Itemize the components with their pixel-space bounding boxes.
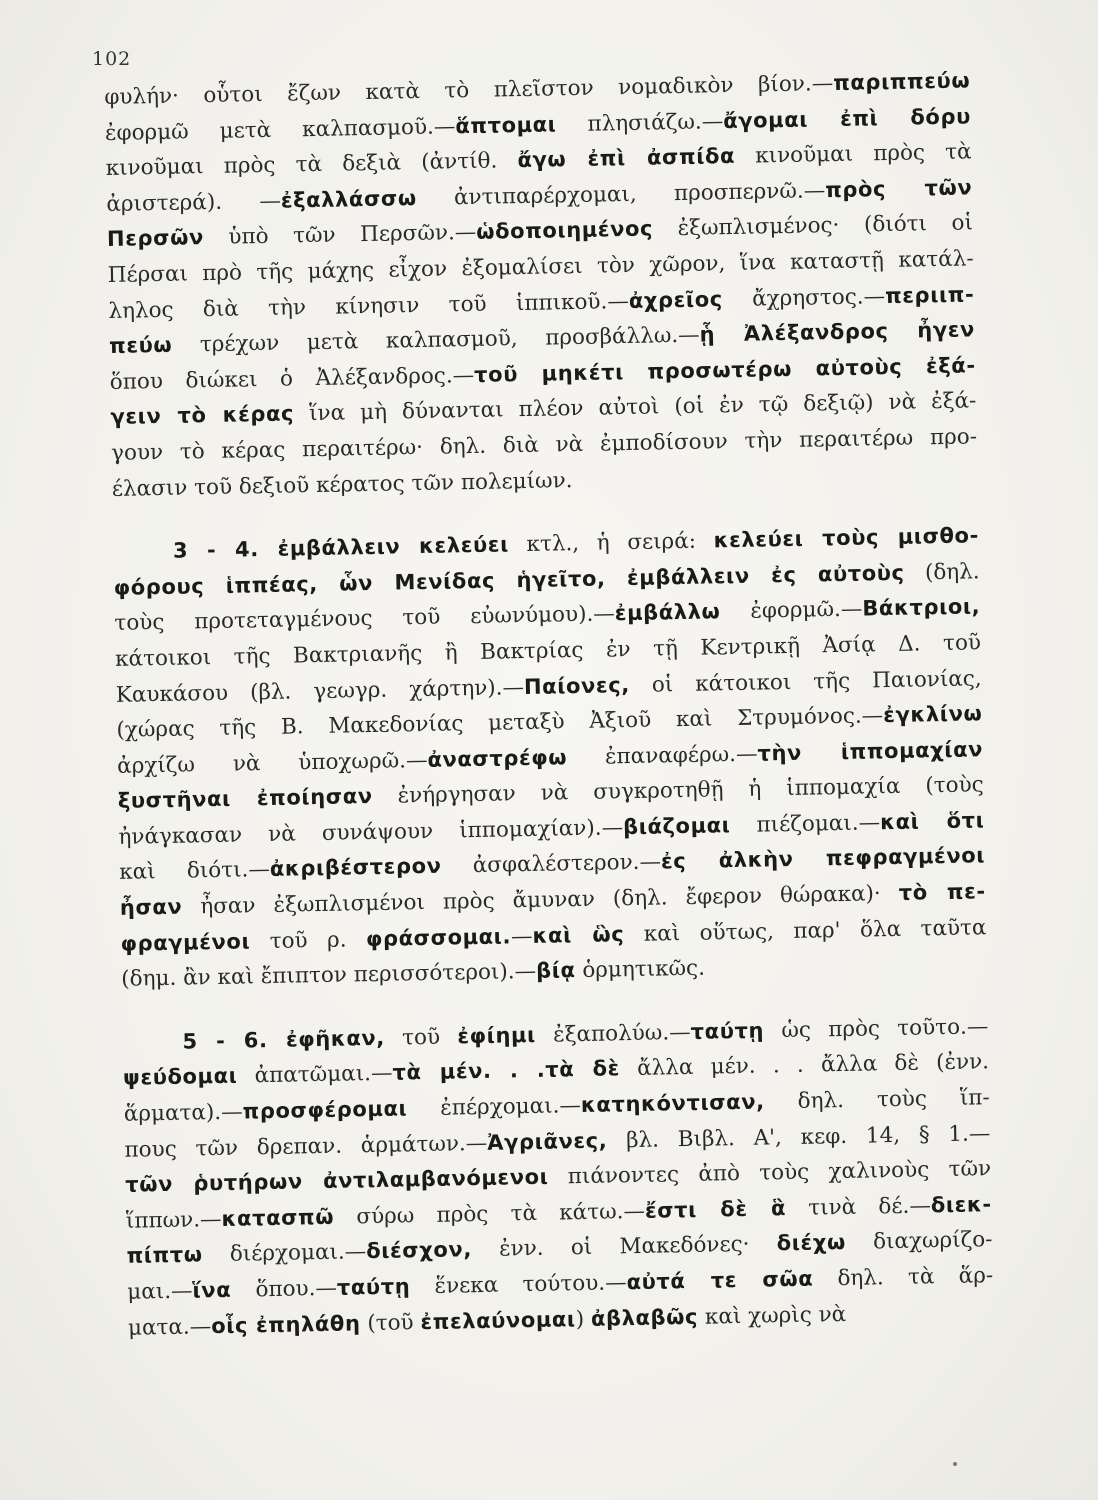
- gloss-text: ἠνάγκασαν νὰ συνάψουν ἱππομαχίαν).—: [118, 815, 624, 850]
- gloss-text: καὶ οὕτως, παρ' ὅλα ταῦτα: [624, 914, 987, 947]
- paper-speck: [953, 1462, 957, 1466]
- headword: ἄγομαι ἐπὶ δόρυ: [722, 103, 972, 133]
- gloss-text: κινοῦμαι πρὸς τὰ δεξιὰ (ἀντίθ.: [105, 148, 518, 182]
- headword: ἐμβάλλω: [614, 599, 721, 626]
- gloss-text: ἐφορμῶ μετὰ καλπασμοῦ.—: [104, 113, 456, 146]
- gloss-text: ἀντιπαρέρχομαι, προσπερνῶ.—: [416, 177, 826, 211]
- headword: πεύω: [108, 332, 173, 359]
- gloss-text: Πέρσαι πρὸ τῆς μάχης εἶχον ἐξομαλίσει τὸν χῶρον, ἵνα καταστῇ κατάλ-: [107, 246, 974, 288]
- gloss-text: ἄχρηστος.—: [722, 283, 886, 312]
- gloss-text: ὁρμητικῶς.: [575, 955, 706, 984]
- gloss-text: ἐπαναφέρω.—: [566, 741, 758, 770]
- gloss-text: έλασιν τοῦ δεξιοῦ κέρατος τῶν πολεμίων.: [111, 467, 573, 502]
- headword: ξυστῆναι ἐποίησαν: [117, 784, 373, 814]
- paragraph: [104, 63, 992, 507]
- headword: βίᾳ: [535, 958, 576, 984]
- headword: τῶν ῥυτήρων ἀντιλαμβανόμενοι: [124, 1164, 549, 1198]
- gloss-text: ἐφορμῶ.—: [720, 596, 863, 625]
- headword: καὶ ὣς: [532, 921, 625, 948]
- headword: ταύτῃ: [336, 1274, 411, 1300]
- gloss-text: ἀπατῶμαι.—: [237, 1061, 393, 1090]
- gloss-text: ἐνήργησαν νὰ συγκροτηθῇ ἡ ἱππομαχία (τοὺς: [372, 772, 984, 810]
- headword: ἄγω ἐπὶ ἀσπίδα: [517, 144, 736, 173]
- paragraph: [113, 518, 1002, 998]
- gloss-text: ἅρματα).—: [123, 1099, 243, 1127]
- headword: ἐπελαύνομαι: [420, 1306, 576, 1334]
- gloss-text: κινοῦμαι πρὸς τὰ: [734, 139, 972, 170]
- headword: τὰ μέν. . .τὰ δὲ: [392, 1056, 621, 1086]
- page-number: 102: [92, 48, 132, 70]
- gloss-text: ἀριστερά). —: [106, 188, 282, 217]
- gloss-text: καὶ διότι.—: [118, 857, 271, 886]
- gloss-text: ἄλλα μέν. . . ἄλλα δὲ (ἐνν.: [619, 1049, 990, 1082]
- headword: ψεύδομαι: [122, 1064, 238, 1091]
- headword: τὸ πε-: [898, 879, 986, 905]
- gloss-text: δηλ. τοὺς ἵπ-: [764, 1085, 990, 1115]
- gloss-text: διέρχομαι.—: [202, 1239, 367, 1268]
- gloss-text: φυλήν· οὗτοι ἔζων κατὰ τὸ πλεῖστον νομαδικὸν βίον.—: [104, 71, 834, 110]
- headword: παριππεύω: [832, 68, 971, 95]
- gloss-text: ἀρχίζω νὰ ὑποχωρῶ.—: [116, 747, 428, 779]
- gloss-text: ὅπου.—: [231, 1275, 338, 1303]
- gloss-text: ἐνν. οἱ Μακεδόνες·: [471, 1231, 777, 1263]
- gloss-text: Καυκάσου (βλ. γεωγρ. χάρτην).—: [115, 674, 525, 708]
- gloss-text: καὶ χωρὶς νὰ: [697, 1301, 847, 1330]
- gloss-text: πλησιάζω.—: [556, 108, 724, 137]
- gloss-text: (δηλ.: [904, 559, 980, 586]
- gloss-text: ἐπέρχομαι.—: [407, 1093, 582, 1122]
- gloss-text: γουν τὸ κέρας περαιτέρω· δηλ. διὰ νὰ ἐμποδίσουν τὴν περαιτέρω προ-: [110, 424, 978, 466]
- headword: ἐφίημι: [457, 1022, 537, 1049]
- headword: ἀναστρέφω: [427, 744, 568, 772]
- headword: καὶ ὅτι: [879, 808, 985, 835]
- gloss-text: πους τῶν δρεπαν. ἁρμάτων.—: [124, 1130, 488, 1163]
- headword: ἅπτομαι: [455, 111, 557, 138]
- gloss-text: τοῦ: [384, 1024, 458, 1051]
- headword: τὴν ἱππομαχίαν: [757, 736, 984, 766]
- gloss-text: σύρω πρὸς τὰ κάτω.—: [333, 1198, 646, 1230]
- gloss-text: ληλος διὰ τὴν κίνησιν τοῦ ἱππικοῦ.—: [108, 288, 630, 324]
- headword: διέσχον,: [365, 1237, 473, 1264]
- gloss-text: ὑπὸ τῶν Περσῶν.—: [203, 220, 477, 251]
- headword: ἀκριβέστερον: [269, 854, 442, 882]
- headword: ἀχρεῖος: [628, 286, 723, 313]
- gloss-text: ὡς πρὸς τοῦτο.—: [763, 1014, 989, 1044]
- paragraph: [122, 1009, 1008, 1346]
- headword: 5 - 6. ἐφῆκαν,: [182, 1025, 386, 1054]
- gloss-text: —: [510, 923, 533, 949]
- gloss-text: ἀσφαλέστερον.—: [441, 849, 662, 880]
- gloss-text: ἕνεκα τούτου.—: [410, 1270, 627, 1300]
- headword: ἔστι δὲ ἃ: [644, 1195, 787, 1223]
- gloss-text: (δημ. ἂν καὶ ἔπιπτον περισσότεροι).—: [121, 959, 537, 993]
- headword: αὐτά τε σῶα: [626, 1266, 814, 1295]
- headword: πρὸς τῶν: [824, 175, 973, 202]
- headword: βιάζομαι: [622, 812, 731, 840]
- headword: ἀβλαβῶς: [590, 1304, 699, 1331]
- commentary-text: [104, 63, 1008, 1346]
- headword: κελεύει τοὺς μισθο-: [713, 523, 980, 553]
- headword: φραγμένοι: [120, 929, 251, 956]
- headword: προσφέρομαι: [242, 1096, 408, 1124]
- headword: Βάκτριοι,: [862, 594, 981, 621]
- gloss-text: κτλ., ἡ σειρά:: [508, 528, 714, 558]
- headword: Ἀγριᾶνες,: [487, 1128, 608, 1155]
- gloss-text: τοῦ ρ.: [249, 926, 367, 955]
- headword: ᾗ Ἀλέξανδρος ἦγεν: [699, 317, 976, 347]
- headword: διεκ-: [930, 1191, 992, 1218]
- gloss-text: οἱ κάτοικοι τῆς Παιονίας,: [629, 665, 982, 698]
- headword: κατηκόντισαν,: [580, 1089, 765, 1118]
- gloss-text: πιάνοντες ἀπὸ τοὺς χαλινοὺς τῶν: [548, 1156, 992, 1190]
- headword: περιιπ-: [884, 281, 975, 308]
- gloss-text: ματα.—: [127, 1313, 212, 1341]
- gloss-text: ἵππων.—: [125, 1206, 222, 1234]
- headword: ἐγκλίνω: [882, 701, 983, 728]
- gloss-text: (χώρας τῆς Β. Μακεδονίας μεταξὺ Ἀξιοῦ καὶ Στρυμόνος.—: [116, 703, 884, 743]
- gloss-text: τρέχων μετὰ καλπασμοῦ, προσβάλλω.—: [172, 322, 700, 358]
- headword: διέχω: [776, 1230, 847, 1256]
- headword: τοῦ μηκέτι προσωτέρω αὐτοὺς ἐξά-: [473, 353, 976, 387]
- headword: Παίονες,: [523, 672, 631, 699]
- headword: γειν τὸ κέρας: [110, 401, 295, 430]
- headword: Περσῶν: [106, 225, 205, 252]
- gloss-text: (τοῦ: [360, 1309, 421, 1336]
- gloss-text: κάτοικοι τῆς Βακτριανῆς ἢ Βακτρίας ἐν τῇ Κεντρικῇ Ἀσίᾳ Δ. τοῦ: [114, 630, 982, 672]
- headword: πίπτω: [126, 1242, 203, 1269]
- gloss-text: ἵνα μὴ δύνανται πλέον αὐτοὶ (οἱ ἐν τῷ δεξιῷ) νὰ ἐξά-: [293, 388, 977, 427]
- gloss-text: ἦσαν ἐξωπλισμένοι πρὸς ἄμυναν (δηλ. ἔφερον θώρακα)·: [182, 880, 900, 920]
- gloss-text: μαι.—: [127, 1278, 193, 1305]
- headword: ἐξαλλάσσω: [280, 185, 417, 213]
- headword: ταύτῃ: [690, 1018, 765, 1044]
- gloss-text: τοὺς προτεταγμένους τοῦ εὐωνύμου).—: [114, 601, 616, 637]
- headword: οἷς ἐπηλάθη: [210, 1310, 361, 1338]
- gloss-text: βλ. Βιβλ. Α', κεφ. 14, § 1.—: [607, 1120, 991, 1154]
- headword: ὡδοποιημένος: [476, 216, 654, 245]
- headword: ἐς ἀλκὴν πεφραγμένοι: [660, 843, 986, 874]
- gloss-text: ἐξαπολύω.—: [535, 1019, 691, 1048]
- gloss-text: τινὰ δέ.—: [785, 1193, 932, 1221]
- gloss-text: ): [575, 1306, 592, 1332]
- headword: ἵνα: [192, 1277, 232, 1303]
- headword: φράσσομαι.: [365, 924, 512, 951]
- headword: 3 - 4. ἐμβάλλειν κελεύει: [172, 532, 510, 563]
- gloss-text: ὅπου διώκει ὁ Ἀλέξανδρος.—: [109, 362, 475, 395]
- gloss-text: διαχωρίζο-: [845, 1227, 993, 1256]
- gloss-text: δηλ. τὰ ἅρ-: [812, 1263, 994, 1292]
- headword: φόρους ἱππέας, ὧν Μενίδας ἡγεῖτο, ἐμβάλλειν ἐς αὐτοὺς: [113, 560, 905, 600]
- gloss-text: πιέζομαι.—: [730, 810, 881, 838]
- headword: ἦσαν: [119, 894, 183, 920]
- gloss-text: ἐξωπλισμένος· (διότι οἱ: [652, 210, 974, 242]
- headword: κατασπῶ: [221, 1204, 335, 1231]
